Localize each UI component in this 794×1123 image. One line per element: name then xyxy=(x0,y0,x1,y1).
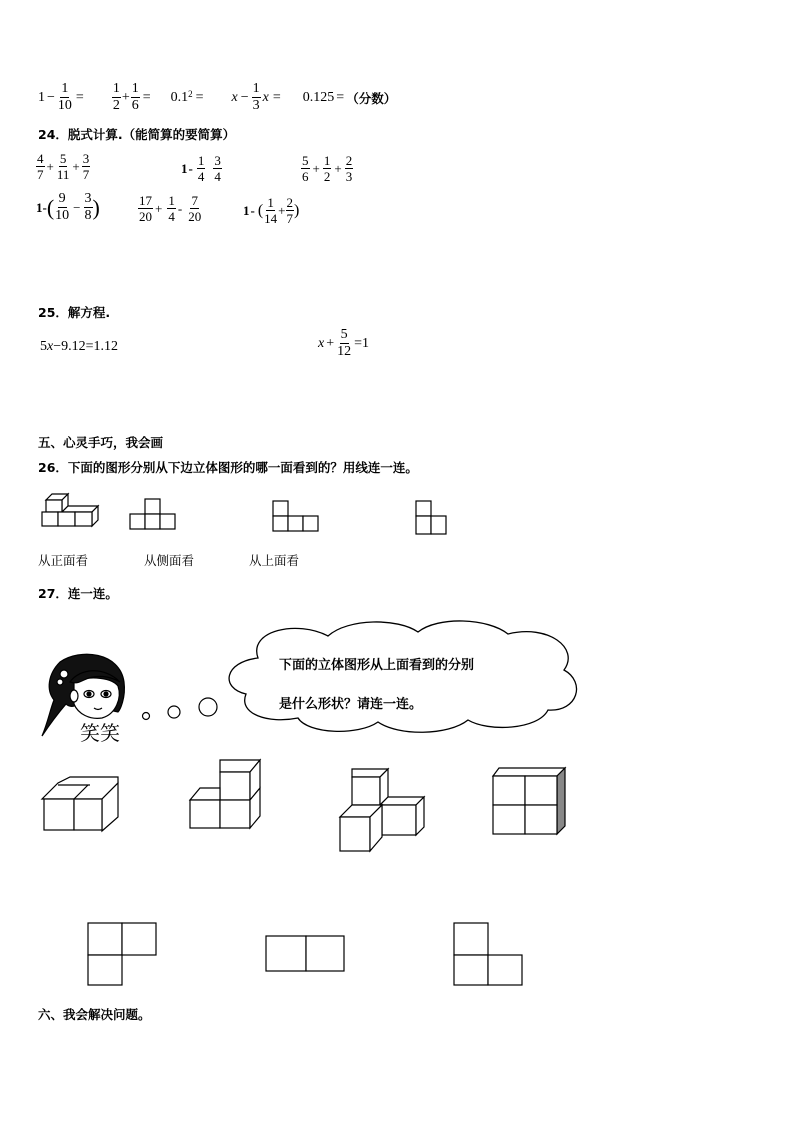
thought-dots xyxy=(138,694,222,724)
girl-name: 笑笑 xyxy=(80,721,120,745)
q26-label-front: 从正面看 xyxy=(38,553,89,568)
q23-item-5 xyxy=(303,89,396,107)
q24-expr-1 xyxy=(36,152,90,181)
fraction xyxy=(54,192,70,223)
fraction xyxy=(138,194,153,223)
q25-title: 25．解方程. xyxy=(38,305,111,320)
numerator: 3 xyxy=(214,153,221,168)
denominator: 7 xyxy=(286,211,294,226)
denominator: 2 xyxy=(112,98,120,113)
fraction xyxy=(167,194,176,223)
q23-row xyxy=(38,82,396,113)
variable: x xyxy=(47,339,54,354)
fraction xyxy=(36,152,45,181)
operator: - xyxy=(250,202,255,218)
whole: 1 xyxy=(243,202,250,218)
q26-view-3 xyxy=(414,499,448,537)
q27-title: 27．连一连。 xyxy=(38,586,118,601)
left-paren: ( xyxy=(46,194,55,220)
numerator: 1 xyxy=(267,195,274,210)
q26-solid-figure xyxy=(38,490,102,535)
whole: 1 xyxy=(38,89,45,105)
operator: - xyxy=(188,160,193,176)
operator: - xyxy=(42,199,47,215)
denominator: 6 xyxy=(131,98,139,113)
decimal-value: 0.125 xyxy=(302,89,335,105)
numerator: 1 xyxy=(197,153,205,168)
fraction xyxy=(286,196,295,225)
numerator: 1 xyxy=(252,81,260,96)
denominator: 10 xyxy=(57,98,72,113)
exponent: 2 xyxy=(188,88,193,99)
numerator: 5 xyxy=(59,151,67,166)
fraction xyxy=(82,152,91,181)
fraction xyxy=(197,154,206,183)
fraction xyxy=(301,154,310,183)
q24-expr-5 xyxy=(138,194,202,223)
q24-expr-6 xyxy=(243,196,299,225)
fraction xyxy=(213,154,222,183)
denominator: 6 xyxy=(302,169,309,184)
fraction xyxy=(112,82,121,113)
denominator: 7 xyxy=(37,167,44,182)
operator: + xyxy=(46,158,54,174)
section-6-heading: 六、我会解决问题。 xyxy=(38,1007,151,1022)
denominator: 7 xyxy=(82,167,90,182)
coefficient: 5 xyxy=(40,339,47,354)
q27-top-view-3 xyxy=(452,921,526,987)
denominator: 4 xyxy=(168,209,175,224)
equation-rest: −9.12=1.12 xyxy=(53,339,119,354)
fraction xyxy=(187,194,202,223)
numerator: 1 xyxy=(168,193,175,208)
operator: − xyxy=(73,199,81,215)
numerator: 7 xyxy=(191,193,198,208)
q24-expr-2 xyxy=(181,154,222,183)
variable: x xyxy=(231,89,238,105)
q26-view-1 xyxy=(129,497,177,533)
left-paren: ( xyxy=(257,201,264,219)
right-paren: ) xyxy=(294,201,300,219)
numerator: 3 xyxy=(82,151,90,166)
q23-item-4 xyxy=(232,82,281,113)
q26-title: 26．下面的图形分别从下边立体图形的哪一面看到的？用线连一连。 xyxy=(38,460,418,475)
equals: = xyxy=(195,89,204,105)
denominator: 12 xyxy=(337,344,352,359)
operator: + xyxy=(278,202,286,218)
numerator: 1 xyxy=(131,81,139,96)
numerator: 17 xyxy=(139,193,152,208)
denominator: 3 xyxy=(252,98,260,113)
numerator: 1 xyxy=(61,81,69,96)
right-paren: ) xyxy=(92,194,100,220)
numerator: 2 xyxy=(345,153,353,168)
equals: = xyxy=(75,89,84,105)
numerator: 1 xyxy=(323,153,331,168)
operator: + xyxy=(155,200,163,216)
numerator: 1 xyxy=(112,81,120,96)
equation-rest: =1 xyxy=(354,335,370,351)
fraction xyxy=(131,82,140,113)
thought-bubble-cloud xyxy=(218,618,584,736)
fraction xyxy=(263,196,278,225)
denominator: 4 xyxy=(197,169,205,184)
equals: = xyxy=(142,89,151,105)
q27-solid-2 xyxy=(188,758,266,832)
bubble-line-1: 下面的立体图形从上面看到的分别 xyxy=(279,658,475,673)
denominator: 2 xyxy=(323,169,331,184)
q24-expr-4 xyxy=(36,192,100,223)
numerator: 5 xyxy=(302,153,309,168)
equals: = xyxy=(272,89,281,105)
q26-label-top: 从上面看 xyxy=(249,553,300,568)
denominator: 4 xyxy=(214,169,221,184)
q27-top-view-1 xyxy=(86,921,158,987)
fraction xyxy=(252,82,261,113)
q27-solid-1 xyxy=(42,775,126,833)
operator: + xyxy=(334,160,342,176)
numerator: 5 xyxy=(340,327,348,342)
denominator: 10 xyxy=(55,208,70,223)
q27-solid-3 xyxy=(338,767,430,855)
q25-equation-1 xyxy=(40,339,118,355)
fraction xyxy=(84,192,93,223)
denominator: 11 xyxy=(56,167,70,182)
denominator: 14 xyxy=(264,211,278,226)
q23-item-2 xyxy=(112,82,151,113)
denominator: 8 xyxy=(84,208,92,223)
q25-equation-2 xyxy=(318,328,369,359)
operator: + xyxy=(326,335,335,351)
whole: 1 xyxy=(36,199,43,215)
numerator: 9 xyxy=(58,191,66,206)
whole: 1 xyxy=(181,160,188,176)
operator: + xyxy=(72,158,80,174)
variable: x xyxy=(262,89,269,105)
q23-item-1 xyxy=(38,82,84,113)
q26-label-side: 从侧面看 xyxy=(144,553,195,568)
q23-item-3 xyxy=(171,90,204,106)
denominator: 3 xyxy=(345,169,353,184)
bubble-line-2: 是什么形状？请连一连。 xyxy=(279,697,423,712)
equals: = xyxy=(336,89,345,105)
operator: − xyxy=(240,89,249,105)
note: （分数） xyxy=(346,90,397,106)
section-5-heading: 五、心灵手巧，我会画 xyxy=(38,435,164,450)
operator: + xyxy=(121,89,130,105)
numerator: 4 xyxy=(37,151,44,166)
q26-view-2 xyxy=(271,499,319,535)
fraction xyxy=(57,82,73,113)
q24-title: 24．脱式计算.（能简算的要简算） xyxy=(38,127,236,142)
fraction xyxy=(345,154,354,183)
denominator: 20 xyxy=(188,209,202,224)
numerator: 2 xyxy=(286,195,294,210)
fraction xyxy=(323,154,332,183)
operator: + xyxy=(312,160,320,176)
q27-top-view-2 xyxy=(264,934,348,974)
variable: x xyxy=(318,335,325,351)
denominator: 20 xyxy=(139,209,152,224)
base: 0.1 xyxy=(170,89,189,105)
q24-expr-3 xyxy=(301,154,353,183)
q27-solid-4 xyxy=(491,766,569,838)
operator: − xyxy=(47,89,55,105)
operator: - xyxy=(177,200,183,216)
fraction xyxy=(336,328,352,359)
fraction xyxy=(56,152,71,181)
numerator: 3 xyxy=(84,191,92,206)
